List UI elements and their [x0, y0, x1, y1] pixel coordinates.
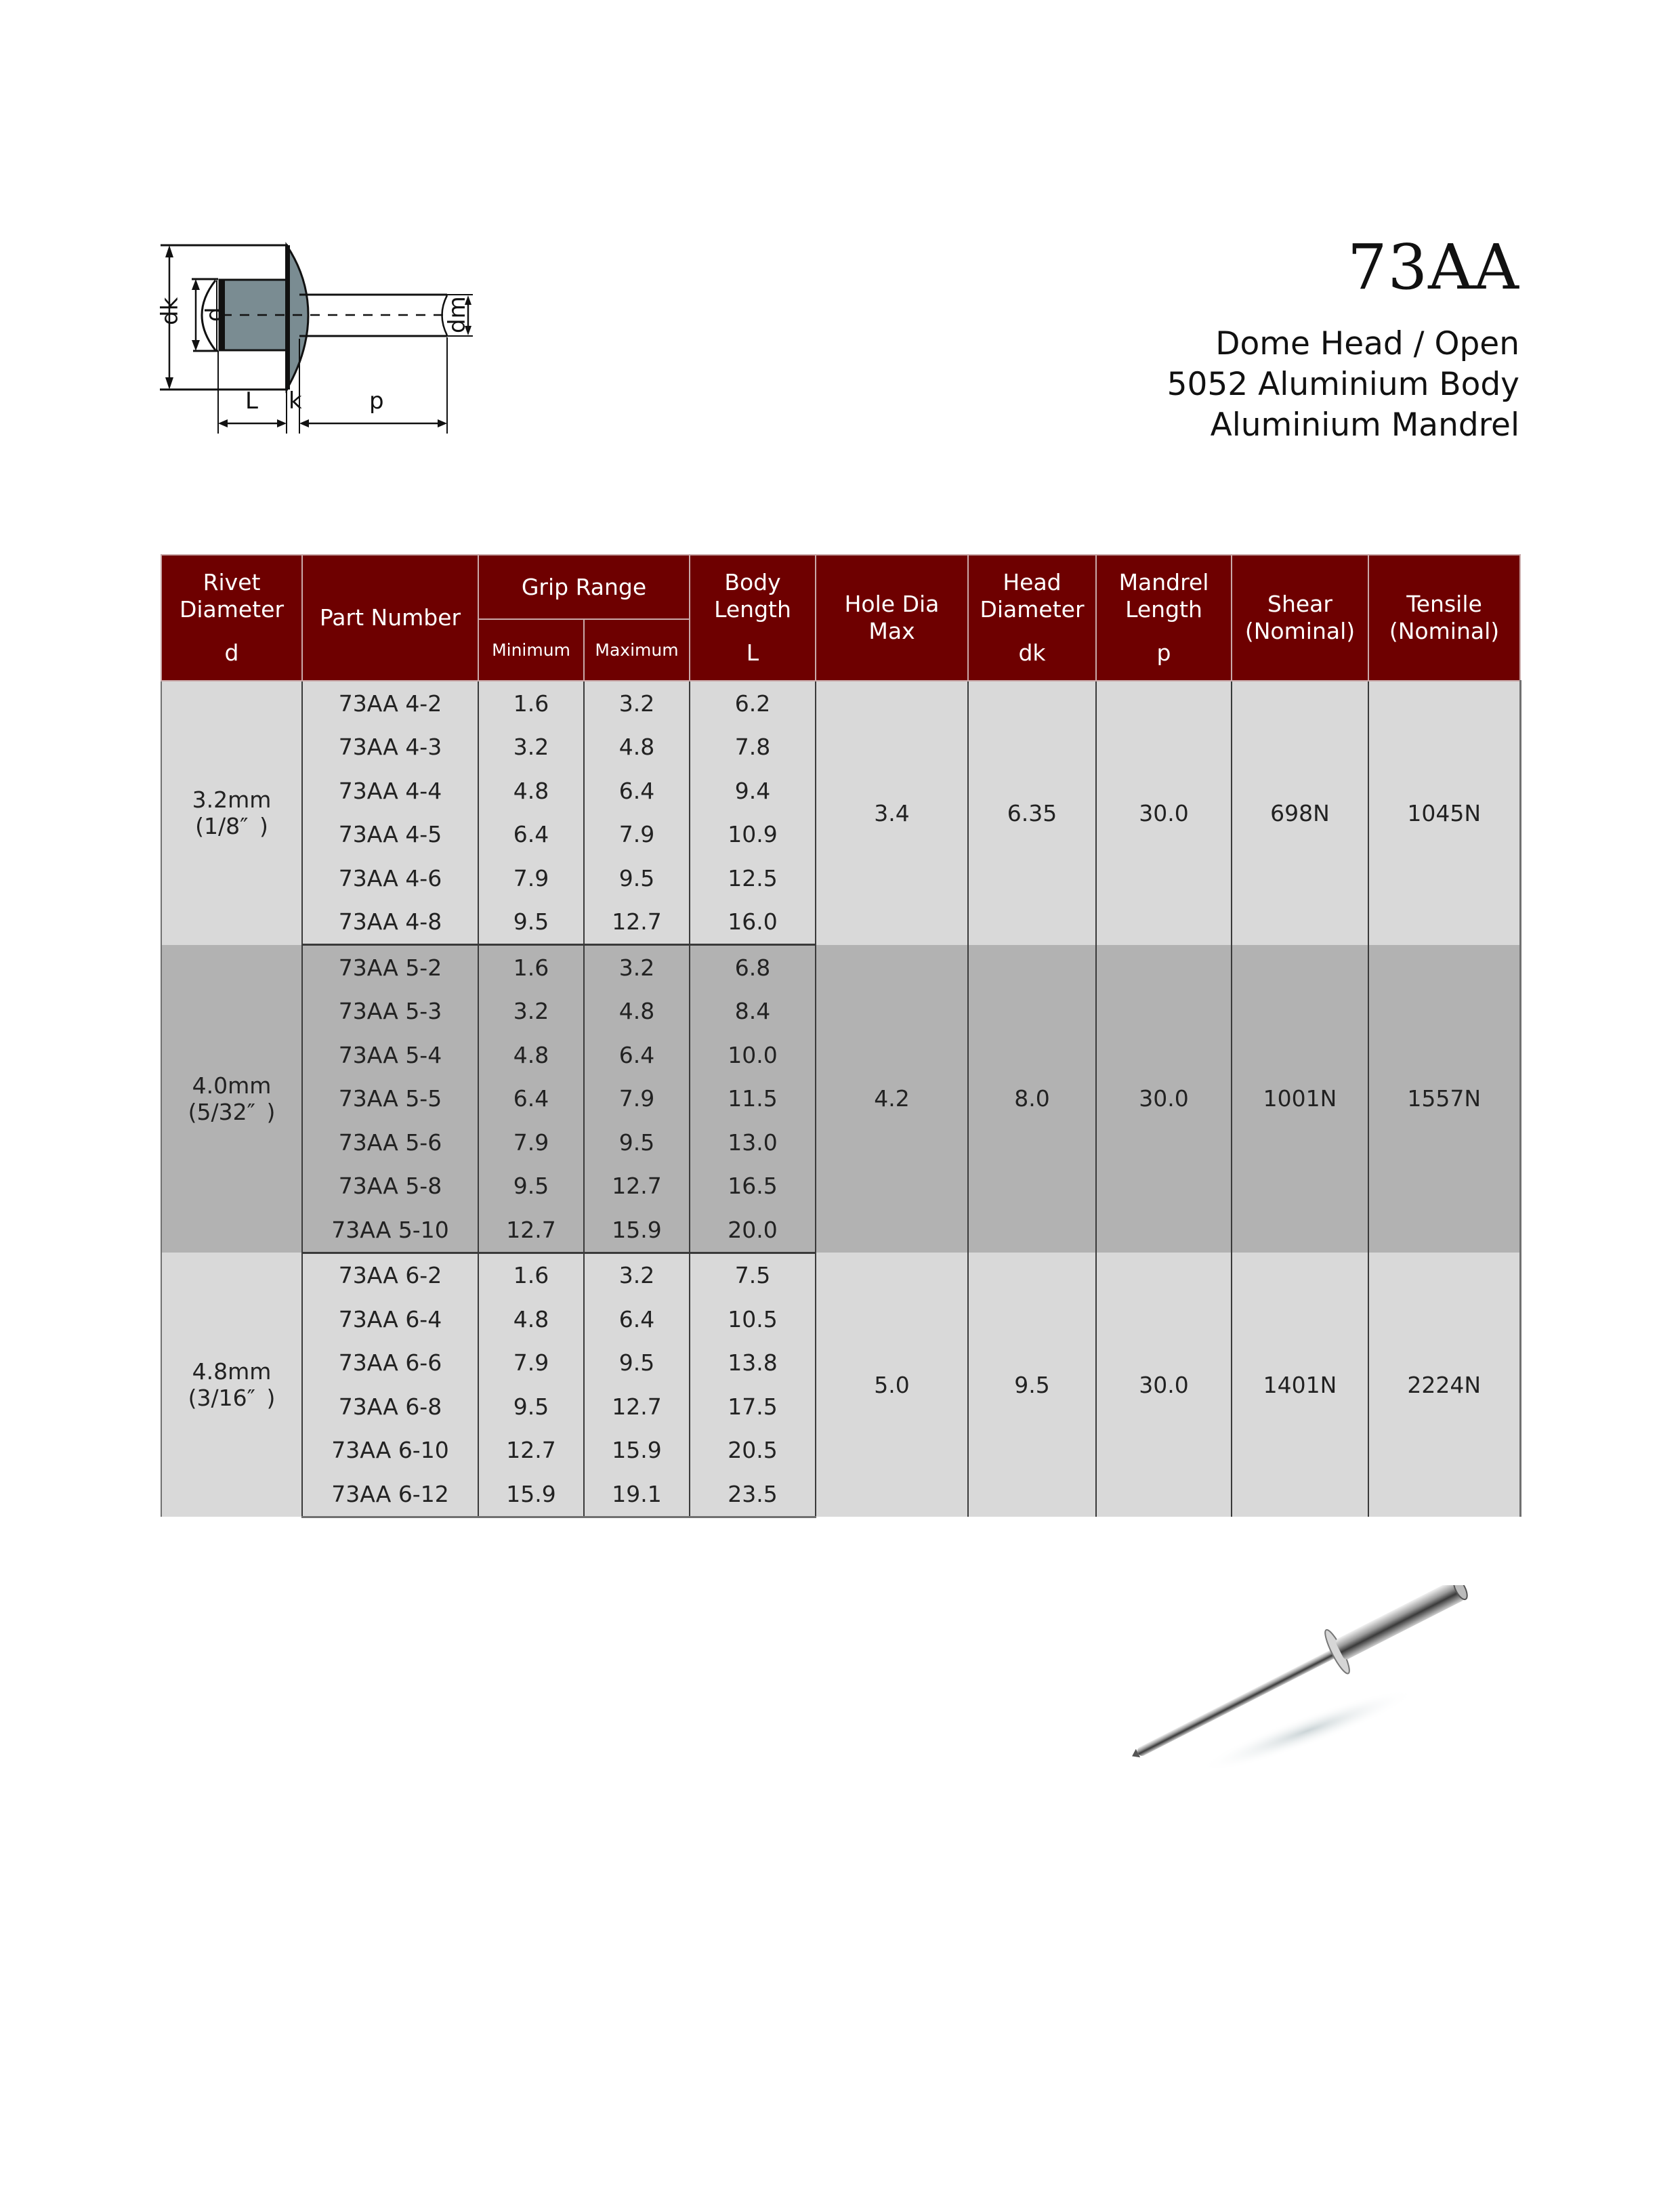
- grip-min: 3.2: [478, 990, 584, 1034]
- part-number: 73AA 6-6: [302, 1341, 478, 1385]
- body-length: 9.4: [690, 769, 816, 813]
- mandrel-length: 30.0: [1096, 1253, 1232, 1517]
- header-hole-dia-max: Hole Dia Max: [816, 555, 968, 681]
- part-number: 73AA 5-5: [302, 1077, 478, 1121]
- grip-max: 12.7: [584, 900, 690, 945]
- label-p: p: [369, 387, 384, 415]
- shear: 1401N: [1232, 1253, 1368, 1517]
- label-L: L: [245, 387, 258, 415]
- grip-max: 4.8: [584, 726, 690, 770]
- table-row: [161, 1253, 1520, 1297]
- body-length: 11.5: [690, 1077, 816, 1121]
- grip-min: 1.6: [478, 1253, 584, 1297]
- part-number: 73AA 5-8: [302, 1164, 478, 1209]
- grip-max: 12.7: [584, 1385, 690, 1429]
- tensile: 1557N: [1368, 945, 1520, 1253]
- hole-dia-max: 3.4: [816, 681, 968, 945]
- body-length: 6.8: [690, 945, 816, 990]
- grip-max: 7.9: [584, 813, 690, 857]
- grip-max: 4.8: [584, 990, 690, 1034]
- part-number: 73AA 4-2: [302, 681, 478, 726]
- body-length: 6.2: [690, 681, 816, 726]
- body-length: 12.5: [690, 856, 816, 900]
- group-3-2mm: [161, 681, 1520, 945]
- body-length: 13.8: [690, 1341, 816, 1385]
- grip-min: 9.5: [478, 900, 584, 945]
- part-number: 73AA 4-3: [302, 726, 478, 770]
- grip-max: 15.9: [584, 1429, 690, 1473]
- head-diameter: 9.5: [968, 1253, 1096, 1517]
- grip-min: 4.8: [478, 769, 584, 813]
- body-length: 7.8: [690, 726, 816, 770]
- grip-min: 4.8: [478, 1297, 584, 1341]
- rivet-diameter-cell: 4.8mm (3/16″ ): [161, 1253, 302, 1517]
- tensile: 2224N: [1368, 1253, 1520, 1517]
- label-k: k: [289, 387, 302, 415]
- mandrel-length: 30.0: [1096, 945, 1232, 1253]
- grip-min: 1.6: [478, 681, 584, 726]
- grip-max: 7.9: [584, 1077, 690, 1121]
- grip-min: 3.2: [478, 726, 584, 770]
- rivet-photo: [1111, 1585, 1490, 1768]
- part-number: 73AA 6-10: [302, 1429, 478, 1473]
- grip-min: 7.9: [478, 1341, 584, 1385]
- grip-max: 12.7: [584, 1164, 690, 1209]
- head-diameter: 6.35: [968, 681, 1096, 945]
- part-number: 73AA 4-8: [302, 900, 478, 945]
- part-number: 73AA 5-2: [302, 945, 478, 990]
- shear: 1001N: [1232, 945, 1368, 1253]
- hole-dia-max: 4.2: [816, 945, 968, 1253]
- grip-max: 6.4: [584, 769, 690, 813]
- header-rivet-diameter: Rivet Diameter d: [161, 555, 302, 681]
- body-length: 13.0: [690, 1120, 816, 1164]
- grip-min: 6.4: [478, 813, 584, 857]
- group-4-0mm: [161, 945, 1520, 1253]
- rivet-dimension-diagram: [146, 230, 728, 440]
- grip-max: 3.2: [584, 681, 690, 726]
- grip-max: 6.4: [584, 1297, 690, 1341]
- header-head-diameter: Head Diameter dk: [968, 555, 1096, 681]
- body-length: 20.0: [690, 1208, 816, 1253]
- header-mandrel-length: Mandrel Length p: [1096, 555, 1232, 681]
- part-number: 73AA 6-8: [302, 1385, 478, 1429]
- grip-min: 9.5: [478, 1164, 584, 1209]
- body-length: 7.5: [690, 1253, 816, 1297]
- body-length: 20.5: [690, 1429, 816, 1473]
- photo-body: [1335, 1585, 1466, 1661]
- part-number: 73AA 6-4: [302, 1297, 478, 1341]
- grip-min: 7.9: [478, 1120, 584, 1164]
- header-part-number: Part Number: [302, 555, 478, 681]
- grip-max: 9.5: [584, 1341, 690, 1385]
- header-grip-min: Minimum: [478, 619, 584, 681]
- table-header: [161, 555, 1520, 681]
- grip-min: 9.5: [478, 1385, 584, 1429]
- subtitle-mandrel-material: Aluminium Mandrel: [1210, 406, 1519, 444]
- subtitle-head-type: Dome Head / Open: [1215, 325, 1519, 362]
- subtitle-body-material: 5052 Aluminium Body: [1167, 366, 1519, 403]
- grip-min: 15.9: [478, 1472, 584, 1517]
- grip-max: 3.2: [584, 1253, 690, 1297]
- label-d: d: [201, 307, 228, 322]
- part-number: 73AA 4-4: [302, 769, 478, 813]
- body-length: 17.5: [690, 1385, 816, 1429]
- grip-min: 4.8: [478, 1033, 584, 1077]
- grip-max: 15.9: [584, 1208, 690, 1253]
- part-number: 73AA 5-10: [302, 1208, 478, 1253]
- part-number: 73AA 5-6: [302, 1120, 478, 1164]
- label-dk: dk: [156, 297, 184, 325]
- grip-max: 9.5: [584, 856, 690, 900]
- body-length: 16.0: [690, 900, 816, 945]
- header-grip-max: Maximum: [584, 619, 690, 681]
- shear: 698N: [1232, 681, 1368, 945]
- table-row: [161, 945, 1520, 990]
- body-length: 10.5: [690, 1297, 816, 1341]
- grip-min: 12.7: [478, 1429, 584, 1473]
- part-number: 73AA 4-5: [302, 813, 478, 857]
- body-length: 16.5: [690, 1164, 816, 1209]
- specification-table: [161, 554, 1521, 1518]
- part-number: 73AA 4-6: [302, 856, 478, 900]
- body-length: 10.9: [690, 813, 816, 857]
- part-number: 73AA 5-4: [302, 1033, 478, 1077]
- header-tensile: Tensile (Nominal): [1368, 555, 1520, 681]
- header-body-length: Body Length L: [690, 555, 816, 681]
- grip-max: 19.1: [584, 1472, 690, 1517]
- head-diameter: 8.0: [968, 945, 1096, 1253]
- grip-max: 9.5: [584, 1120, 690, 1164]
- grip-min: 1.6: [478, 945, 584, 990]
- model-title: 73AA: [1347, 231, 1519, 303]
- rivet-diameter-cell: 4.0mm (5/32″ ): [161, 945, 302, 1253]
- hole-dia-max: 5.0: [816, 1253, 968, 1517]
- header-shear: Shear (Nominal): [1232, 555, 1368, 681]
- group-4-8mm: [161, 1253, 1520, 1517]
- grip-min: 6.4: [478, 1077, 584, 1121]
- part-number: 73AA 6-2: [302, 1253, 478, 1297]
- body-length: 23.5: [690, 1472, 816, 1517]
- grip-max: 6.4: [584, 1033, 690, 1077]
- rivet-diameter-cell: 3.2mm (1/8″ ): [161, 681, 302, 945]
- grip-min: 7.9: [478, 856, 584, 900]
- body-length: 8.4: [690, 990, 816, 1034]
- tensile: 1045N: [1368, 681, 1520, 945]
- part-number: 73AA 6-12: [302, 1472, 478, 1517]
- title-block: [1167, 230, 1519, 446]
- grip-max: 3.2: [584, 945, 690, 990]
- header-grip-range: Grip Range: [478, 555, 690, 619]
- body-length: 10.0: [690, 1033, 816, 1077]
- label-dm: dm: [444, 296, 471, 333]
- grip-min: 12.7: [478, 1208, 584, 1253]
- table-row: [161, 681, 1520, 726]
- mandrel-length: 30.0: [1096, 681, 1232, 945]
- part-number: 73AA 5-3: [302, 990, 478, 1034]
